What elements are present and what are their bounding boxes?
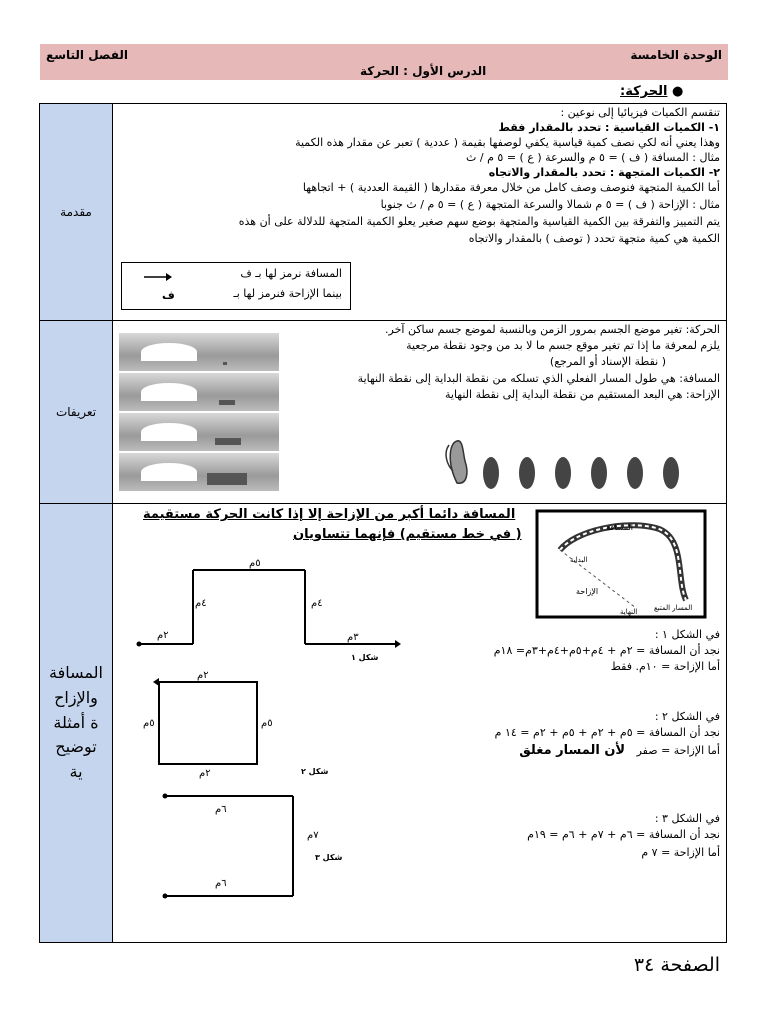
fig1-seg-label: ٢م xyxy=(157,630,169,641)
fig3-seg-label: ٦م xyxy=(215,878,227,889)
fig1-seg-label: ٥م xyxy=(249,558,261,569)
notation-box xyxy=(121,262,351,310)
fig1-distance: نجد أن المسافة = ٢م + ٤م+٥م+٤م+٣م= ١٨م xyxy=(493,644,720,657)
examples-label: المسافة والإزاح ة أمثلة توضيح ية xyxy=(40,504,113,943)
ship-horizon-photo xyxy=(119,333,279,493)
definition-line: يلزم لمعرفة ما إذا تم تغير موقع جسم ما لا بد من وجود نقطة مرجعية xyxy=(406,339,720,352)
lesson-title: الدرس الأول : الحركة xyxy=(360,64,487,78)
diagram-displacement-label: الإزاحة xyxy=(576,587,599,596)
fig3-displacement: أما الإزاحة = ٧ م xyxy=(641,846,720,859)
fig3-seg-label: ٧م xyxy=(307,830,319,841)
definitions-content xyxy=(113,321,727,504)
rule-line: المسافة دائما أكبر من الإزاحة إلا إذا كانت الحركة مستقيمة xyxy=(143,507,516,522)
fig1-name: شكل ١ xyxy=(351,653,379,662)
fig3-distance: نجد أن المسافة = ٦م + ٧م + ٦م = ١٩م xyxy=(527,828,720,841)
examples-row xyxy=(40,504,727,943)
intro-line: تنقسم الكميات فيزيائيا إلى نوعين : xyxy=(560,106,720,119)
vector-arrow-icon xyxy=(130,267,174,307)
diagram-start-label: البداية xyxy=(570,556,588,564)
examples-content xyxy=(113,504,727,943)
page-header xyxy=(40,44,728,80)
intro-line: ٢- الكميات المتجهة : تحدد بالمقدار والاتجاه xyxy=(488,166,720,179)
definition-motion: الحركة: تغير موضع الجسم بمرور الزمن وبالنسبة لموضع جسم ساكن آخر. xyxy=(385,323,720,336)
section-title: ● الحركة: xyxy=(620,84,684,99)
fig2-seg-label: ٥م xyxy=(261,718,273,729)
definitions-label: تعريفات xyxy=(40,321,113,504)
notation-distance: المسافة نرمز لها بـ ف xyxy=(240,267,342,280)
bullet-icon: ● xyxy=(671,84,684,99)
diagram-end-label: النهاية xyxy=(620,608,638,616)
unit-title: الوحدة الخامسة xyxy=(630,48,722,62)
diagram-distance-label: المسافة xyxy=(606,523,633,532)
intro-content xyxy=(113,104,727,321)
diagram-path-label: المسار المتبع xyxy=(654,604,693,612)
fig2-name: شكل ٢ xyxy=(301,767,329,776)
notation-displacement: بينما الإزاحة فنرمز لها بـ xyxy=(233,287,342,300)
fig2-seg-label: ٢م xyxy=(199,768,211,779)
fig3-seg-label: ٦م xyxy=(215,804,227,815)
fig2-seg-label: ٢م xyxy=(197,670,209,681)
fig2-distance: نجد أن المسافة = ٥م + ٢م + ٥م + ٢م = ١٤ م xyxy=(494,726,720,739)
figure-2-path xyxy=(143,668,347,784)
intro-line: يتم التمييز والتفرقة بين الكمية القياسية والمتجهة بوضع سهم صغير يعلو الكمية المتجهة للدلالة على أن هذه xyxy=(238,215,720,228)
figure-1-path xyxy=(133,556,403,666)
fig2-seg-label: ٥م xyxy=(143,718,155,729)
vector-symbol: ف xyxy=(162,289,175,302)
footprint-sequence-image xyxy=(439,433,689,497)
chapter-title: الفصل التاسع xyxy=(46,48,128,62)
fig1-displacement: أما الإزاحة = ١٠م. فقط xyxy=(610,660,720,673)
fig1-seg-label: ٤م xyxy=(195,598,207,609)
fig2-heading: في الشكل ٢ : xyxy=(654,710,720,723)
intro-line: مثال : الإزاحة ( ف ) = ٥ م شمالا والسرعة المتجهة ( ع ) = ٥ م / ث جنوبا xyxy=(380,198,720,211)
intro-line: مثال : المسافة ( ف ) = ٥ م والسرعة ( ع ) = ٥ م / ث xyxy=(466,151,720,164)
distance-displacement-diagram xyxy=(536,510,706,618)
fig3-name: شكل ٣ xyxy=(315,853,343,862)
intro-line: وهذا يعني أنه لكي نصف كمية قياسية يكفي لوصفها بقيمة ( عددية ) تعبر عن مقدار هذه الكمية xyxy=(295,136,720,149)
fig1-heading: في الشكل ١ : xyxy=(654,628,720,641)
rule-line: ( في خط مستقيم) فإنهما تتساويان xyxy=(293,527,522,542)
fig3-heading: في الشكل ٣ : xyxy=(654,812,720,825)
definitions-row xyxy=(40,321,727,504)
intro-line: الكمية هي كمية متجهة تحدد ( توصف ) بالمقدار والاتجاه xyxy=(468,232,720,245)
intro-label: مقدمة xyxy=(40,104,113,321)
lesson-table xyxy=(39,103,727,943)
figure-3-path xyxy=(159,788,359,904)
definition-distance: المسافة: هي طول المسار الفعلي الذي تسلكه من نقطة البداية إلى نقطة النهاية xyxy=(357,372,720,385)
fig1-seg-label: ٣م xyxy=(347,632,359,643)
page-number: الصفحة ٣٤ xyxy=(633,954,720,976)
fig2-displacement: أما الإزاحة = صفر لأن المسار مغلق xyxy=(519,743,720,758)
intro-line: ١- الكميات القياسية : تحدد بالمقدار فقط xyxy=(498,121,720,134)
intro-line: أما الكمية المتجهة فنوصف وصف كامل من خلال معرفة مقدارها ( القيمة العددية ) + اتجاهها xyxy=(302,181,720,194)
fig2-reason: لأن المسار مغلق xyxy=(519,743,626,758)
definition-displacement: الإزاحة: هي البعد المستقيم من نقطة البداية إلى نقطة النهاية xyxy=(444,388,720,401)
definition-line: ( نقطة الإسناد أو المرجع) xyxy=(549,355,666,368)
fig1-seg-label: ٤م xyxy=(311,598,323,609)
intro-row xyxy=(40,104,727,321)
